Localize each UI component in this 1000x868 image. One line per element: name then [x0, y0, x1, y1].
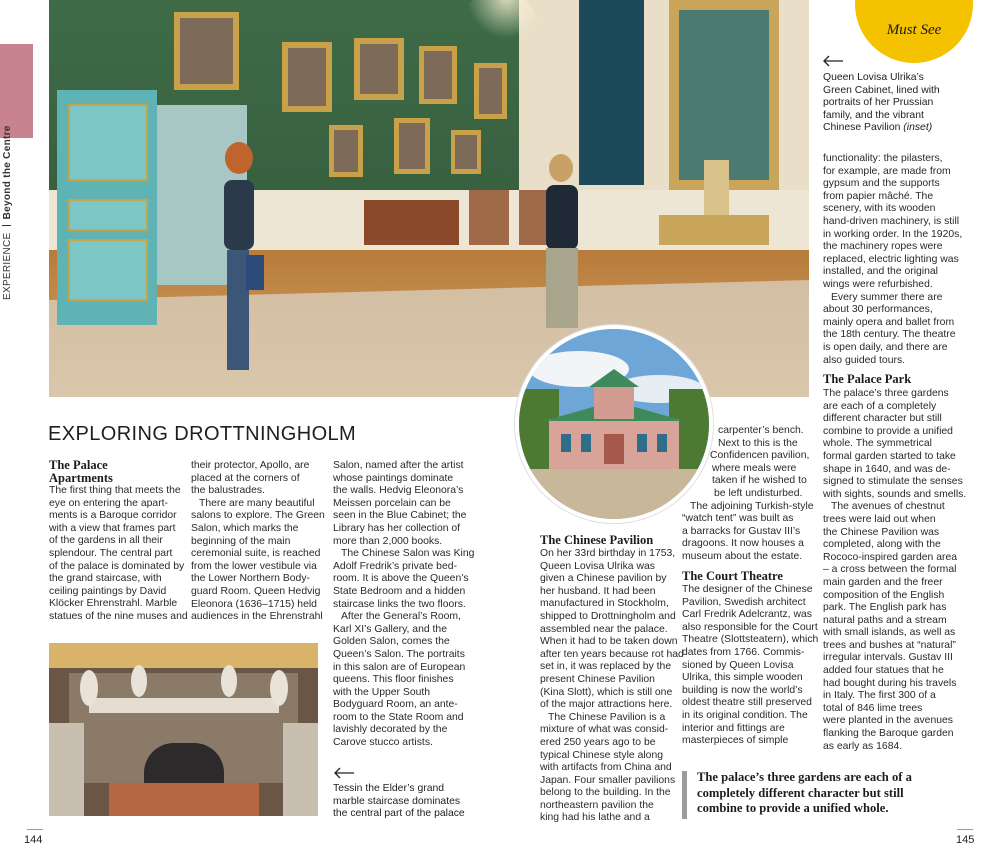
text-line: trees were laid out when: [823, 513, 936, 525]
caption-line: Green Cabinet, lined with: [823, 84, 940, 96]
text-line: When it had to be taken down: [540, 636, 678, 648]
pull-quote-line: combine to provide a unified whole.: [697, 801, 889, 815]
text-line: whose paintings dominate: [333, 472, 454, 484]
text-line: with the Upper South: [333, 686, 431, 698]
text-line: the walls. Hedvig Eleonora’s: [333, 485, 464, 497]
text-line: Carl Fredrik Adelcrantz, was: [682, 609, 812, 621]
text-line: staircase links the two floors.: [333, 598, 466, 610]
text-line: combine to provide a unified: [823, 425, 953, 437]
text-line: irregular intervals. Gustav III: [823, 652, 953, 664]
text-line: dragoons. It now houses a: [682, 538, 804, 550]
text-line: Queen’s Salon. The portraits: [333, 648, 465, 660]
text-line: Bodyguard Room, an ante-: [333, 699, 458, 711]
text-line: ceiling paintings by David: [49, 585, 167, 597]
text-line: Next to this is the: [718, 437, 798, 449]
chinese-pavilion-title: The Chinese Pavilion: [540, 533, 654, 547]
text-line: of the major attractions here.: [540, 699, 673, 711]
text-line: There are many beautiful: [199, 497, 315, 509]
col4-top-body: [682, 425, 817, 564]
text-line: placed at the corners of: [191, 472, 300, 484]
text-line: interior and fittings are: [682, 722, 785, 734]
caption-text: Chinese Pavilion: [823, 122, 904, 134]
col1-title: [49, 459, 179, 485]
pull-quote-line: completely different character but still: [697, 785, 904, 800]
text-line: completed, along with the: [823, 539, 941, 551]
text-line: is open daily, and there are: [823, 341, 948, 353]
text-line: The Chinese Salon was King: [341, 548, 475, 560]
top-caption-arrow-icon: [822, 54, 844, 72]
text-line: splendour. The central part: [49, 547, 173, 559]
text-line: more than 2,000 books.: [333, 535, 443, 547]
text-line: audiences in the Ehrenstrahl: [191, 611, 323, 623]
text-line: carpenter’s bench.: [718, 425, 804, 436]
palace-park-title: The Palace Park: [823, 372, 912, 386]
col2-body: [191, 460, 326, 624]
text-line: in this salon are of European: [333, 661, 466, 673]
text-line: park. The English park has: [823, 602, 947, 614]
text-line: also responsible for the Court: [682, 621, 818, 633]
caption-line: marble staircase dominates: [333, 795, 461, 807]
text-line: main garden and the freer: [823, 576, 943, 588]
text-line: The Chinese Pavilion is a: [548, 711, 666, 723]
text-line: are each of a completely: [823, 400, 937, 412]
text-line: her husband. It had been: [540, 585, 656, 597]
col5-top-body: [823, 153, 963, 367]
text-line: from papier mâché. The: [823, 190, 934, 202]
text-line: in working order. In the 1920s,: [823, 228, 963, 240]
side-tab-label: [2, 0, 16, 300]
text-line: Japan. Four smaller pavilions: [540, 774, 676, 786]
bottom-caption-arrow-icon: [333, 766, 355, 784]
pull-quote-bar: [682, 771, 687, 819]
pull-quote-line: The palace’s three gardens are each of a: [697, 770, 912, 784]
side-tab-section: EXPERIENCE: [2, 232, 13, 300]
text-line: scenery, with its wooden: [823, 203, 936, 215]
text-line: Rococo-inspired garden area: [823, 551, 958, 563]
text-line: Theatre (Slottsteatern), which: [682, 634, 819, 646]
text-line: wings were refurbished.: [823, 278, 933, 290]
text-line: lavishly decorated by the: [333, 724, 448, 736]
text-line: hand-driven machinery, is still: [823, 215, 960, 227]
text-line: about 30 performances,: [823, 304, 933, 316]
text-line: ered 250 years ago to be: [540, 736, 656, 748]
text-line: On her 33rd birthday in 1753,: [540, 548, 676, 559]
text-line: statues of the nine muses and: [49, 610, 188, 622]
text-line: Eleonora (1636–1715) held: [191, 598, 317, 610]
subheading-line: Apartments: [49, 471, 113, 485]
text-line: the balustrades.: [191, 485, 265, 497]
page-number-right: 145: [956, 834, 975, 846]
text-line: sioned by Queen Lovisa: [682, 659, 794, 671]
text-line: eye on entering the apart-: [49, 497, 168, 509]
text-line: from the lower vestibule via: [191, 560, 317, 572]
text-line: after ten years because rot had: [540, 648, 684, 660]
page-number-left-rule: [27, 829, 43, 830]
pull-quote: [697, 770, 917, 817]
text-line: installed, and the original: [823, 266, 938, 278]
text-line: Pavilion, Swedish architect: [682, 596, 806, 608]
staircase-photo: [49, 643, 318, 816]
text-line: were planted in the avenues: [823, 715, 953, 727]
text-line: total of 846 lime trees: [823, 702, 923, 714]
text-line: seen in the Blue Cabinet; the: [333, 510, 467, 522]
text-line: Adolf Fredrik’s private bed-: [333, 560, 457, 572]
caption-line: Queen Lovisa Ulrika’s: [823, 72, 924, 83]
text-line: of the palace is dominated by: [49, 560, 185, 572]
text-line: The designer of the Chinese: [682, 584, 813, 595]
text-line: Every summer there are: [831, 291, 943, 303]
caption-italic: (inset): [903, 122, 933, 134]
text-line: given a Chinese pavilion by: [540, 573, 667, 585]
text-line: with sights, sounds and smells.: [823, 488, 967, 500]
text-line: ceremonial suite, is reached: [191, 548, 321, 560]
text-line: Queen Lovisa Ulrika was: [540, 560, 655, 572]
text-line: the grand staircase, with: [49, 573, 162, 585]
text-line: assembled near the palace.: [540, 623, 668, 635]
text-line: mainly opera and ballet from: [823, 316, 955, 328]
text-line: Klöcker Ehrenstrahl. Marble: [49, 598, 178, 610]
text-line: king had his lathe and a: [540, 812, 650, 824]
side-tab-subsection: Beyond the Centre: [2, 125, 13, 220]
text-line: dates from 1766. Commis-: [682, 646, 805, 658]
green-cabinet-photo: [49, 0, 809, 397]
text-line: State Bedroom and a hidden: [333, 585, 466, 597]
text-line: as early as 1684.: [823, 740, 903, 752]
col3-body: [333, 460, 473, 750]
text-line: Salon, named after the artist: [333, 460, 464, 471]
text-line: belong to the building. In the: [540, 787, 671, 799]
text-line: guard Room. Queen Hedvig: [191, 585, 321, 597]
section-heading: EXPLORING DROTTNINGHOLM: [48, 423, 357, 445]
text-line: Confidencen pavilion,: [710, 450, 810, 462]
text-line: shipped to Drottningholm and: [540, 610, 676, 622]
page-number-left: 144: [24, 834, 43, 846]
must-see-label: Must See: [886, 22, 942, 38]
text-line: trees and bushes at “natural”: [823, 639, 956, 651]
palace-park-body: [823, 388, 967, 753]
text-line: where meals were: [712, 462, 797, 474]
text-line: The avenues of chestnut: [831, 501, 945, 513]
text-line: set in, it was replaced by the: [540, 661, 672, 673]
text-line: the 18th century. The theatre: [823, 329, 956, 341]
text-line: After the General’s Room,: [341, 611, 461, 623]
text-line: The first thing that meets the: [49, 485, 181, 496]
caption-line: [823, 122, 993, 135]
caption-line: the central part of the palace: [333, 808, 465, 820]
text-line: – a cross between the formal: [823, 564, 957, 576]
text-line: also guided tours.: [823, 354, 906, 366]
court-theatre-body: [682, 584, 817, 748]
text-line: in its original condition. The: [682, 709, 808, 721]
text-line: The palace’s three gardens: [823, 388, 949, 399]
text-line: taken if he wished to: [712, 475, 807, 487]
text-line: typical Chinese style along: [540, 749, 664, 761]
text-line: (Kina Slott), which is still one: [540, 686, 673, 698]
text-line: their protector, Apollo, are: [191, 460, 310, 471]
text-line: northeastern pavilion the: [540, 799, 654, 811]
text-line: Karl XI’s Gallery, and the: [333, 623, 447, 635]
text-line: ments is a Baroque corridor: [49, 510, 177, 522]
text-line: signed to stimulate the senses: [823, 476, 963, 488]
text-line: of the gardens in all their: [49, 535, 163, 547]
top-caption: [823, 72, 993, 135]
text-line: whole. The symmetrical: [823, 438, 932, 450]
text-line: replaced, electric lighting was: [823, 253, 959, 265]
text-line: in Italy. The first 300 of a: [823, 690, 936, 702]
text-line: with a view that frames part: [49, 522, 176, 534]
text-line: Library has her collection of: [333, 522, 461, 534]
text-line: natural paths and a stream: [823, 614, 947, 626]
text-line: added four statues that he: [823, 665, 944, 677]
text-line: flanking the Baroque garden: [823, 728, 954, 740]
text-line: the machinery ropes were: [823, 241, 943, 253]
text-line: present Chinese Pavilion: [540, 673, 655, 685]
caption-line: Tessin the Elder’s grand: [333, 783, 445, 794]
bottom-caption: [333, 783, 483, 821]
text-line: Ulrika, this simple wooden: [682, 672, 803, 684]
text-line: Golden Salon, comes the: [333, 636, 450, 648]
text-line: be left undisturbed.: [714, 487, 803, 499]
text-line: formal garden started to take: [823, 450, 956, 462]
text-line: beginning of the main: [191, 535, 291, 547]
text-line: Salon, which marks the: [191, 522, 299, 534]
court-theatre-title: The Court Theatre: [682, 569, 783, 583]
text-line: queens. This floor finishes: [333, 674, 454, 686]
text-line: manufactured in Stockholm,: [540, 598, 669, 610]
text-line: shape in 1640, and was de-: [823, 463, 951, 475]
text-line: Carove stucco artists.: [333, 737, 433, 749]
col1-body: [49, 485, 188, 624]
chinese-pavilion-body: [540, 548, 684, 825]
text-line: with artifacts from China and: [540, 762, 672, 774]
caption-line: family, and the vibrant: [823, 109, 924, 121]
text-line: Meissen porcelain can be: [333, 497, 451, 509]
text-line: room to the State Room and: [333, 711, 464, 723]
text-line: room. It is above the Queen’s: [333, 573, 469, 585]
text-line: different character but still: [823, 413, 942, 425]
caption-line: portraits of her Prussian: [823, 97, 934, 109]
text-line: the Chinese Pavilion was: [823, 526, 940, 538]
text-line: The adjoining Turkish-style: [690, 500, 814, 512]
text-line: gypsum and the supports: [823, 178, 940, 190]
text-line: functionality: the pilasters,: [823, 153, 943, 164]
text-line: mixture of what was consid-: [540, 724, 669, 736]
text-line: museum about the estate.: [682, 550, 803, 562]
text-line: had bought during his travels: [823, 677, 957, 689]
text-line: a barracks for Gustav III’s: [682, 525, 801, 537]
text-line: for example, are made from: [823, 165, 951, 177]
text-line: with small islands, as well as: [823, 627, 956, 639]
text-line: salons to explore. The Green: [191, 510, 325, 522]
text-line: composition of the English: [823, 589, 945, 601]
text-line: masterpieces of simple: [682, 735, 789, 747]
subheading-line: The Palace: [49, 458, 108, 472]
text-line: “watch tent” was built as: [682, 513, 794, 525]
text-line: oldest theatre still preserved: [682, 697, 812, 709]
text-line: the Lower Northern Body-: [191, 573, 310, 585]
page-number-right-rule: [957, 829, 973, 830]
text-line: building is now the world’s: [682, 684, 803, 696]
